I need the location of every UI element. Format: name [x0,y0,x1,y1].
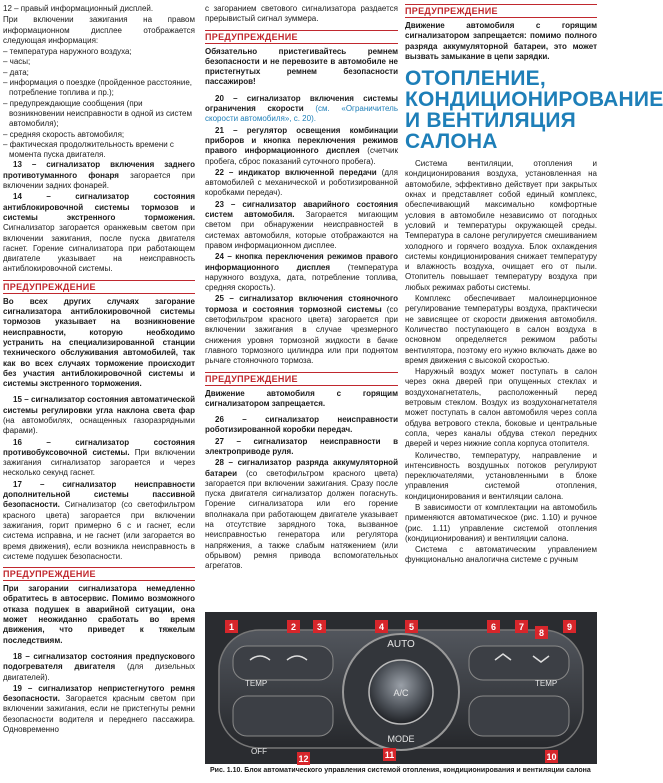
item-19: 19 – сигнализатор непристегнутого ремня безопасности. Загорается красным светом при включении зажигания, если не пристегнуты ремни безопасности водителя и переднего пассажира. Одновременно [3,683,195,734]
mode-label: MODE [387,734,415,744]
right-lower-buttons [469,696,569,736]
warning-title: ПРЕДУПРЕЖДЕНИЕ [205,372,398,386]
warning-text: Движение автомобиля с горящим сигнализатором запрещается. [205,388,398,408]
temp-label-right: TEMP [535,679,558,688]
warning-title: ПРЕДУПРЕЖДЕНИЕ [405,4,597,18]
column-2 [205,4,398,614]
list-item: – информация о поездке (пройденное расстояние, потребление топлива и пр.); [3,78,192,98]
item-12-text: При включении зажигания на правом информационном дисплее отображается следующая информация: [3,15,195,45]
left-upper-buttons [233,646,333,680]
temp-label-left: TEMP [245,679,268,688]
climate-panel-drawing [205,612,597,764]
warning-brake [205,372,398,410]
item-14: 14 – сигнализатор состояния антиблокировочной системы тормозов и системы экстренного торможения. Сигнализатор загорается оранжевым светом при включении зажигания, после пуска двигателя гаснет. Горение сигнализатора при работающем двигателе указывает на неисправность антиблокировочной системы. [3,192,195,274]
item-20: 20 – сигнализатор включения системы ограничения скорости (см. «Ограничитель скорости автомобиля», с. 20). [205,93,398,124]
warning-text: Движение автомобиля с горящим сигнализатором запрещается: помимо полного разряда аккумуляторной батареи, это может вызвать замыкание в цепи зарядки. [405,21,597,61]
item-16: 16 – сигнализатор состояния противобуксовочной системы. При включении зажигания сигнализатор загорается и через несколько секунд гаснет. [3,437,196,478]
warning-text: При загорании сигнализатора немедленно обратитесь в автосервис. Помимо возможного отказа подушек в аварийной ситуации, она может неожиданно сработать во время движения, что приведет к тяжелым последствиям. [3,584,195,645]
paragraph: Система с автоматическим управлением функционально аналогична системе с ручным [405,545,597,565]
callout-number: 10 [546,752,557,762]
column-1 [3,4,195,779]
warning-battery [405,4,597,62]
item-27: 27 – сигнализатор неисправности в электроприводе руля. [205,436,398,456]
paragraph: Наружный воздух может поступать в салон через окна дверей при опущенных стеклах и воздухонагнетатель, расположенный перед ветровым стеклом. Воздух из воздухонагнетателя может поступать в салон автомобиля через сопла обдува ветрового стекла, боковые и центральные сопла, через каналы обдува стекол передних дверей и через нижние сопла корпуса отопителя. [405,367,597,449]
warning-text: Обязательно пристегивайтесь ремнем безопасности и не перевозите в автомобиле не пристегнутых ремнем безопасности пассажиров! [205,46,398,87]
warning-text: Во всех других случаях загорание сигнализатора антиблокировочной системы тормозов указывает на возникновение неисправности, которую необходимо устранить на специализированной станции технического обслуживания автомобилей, так как во всех случаях торможение происходит без участия антиблокировочной системы и системы экстренного торможения. [3,296,195,389]
list-item: – часы; [3,57,31,67]
callout-number: 3 [316,622,323,632]
climate-control-figure [205,612,597,764]
callout-number: 12 [298,754,309,764]
callout-number: 5 [408,622,415,632]
warning-title: ПРЕДУПРЕЖДЕНИЕ [3,567,195,581]
item-17: 17 – сигнализатор неисправности дополнительной системы пассивной безопасности. Сигнализатор (со светофильтром красного цвета) загорается при включении зажигания, горит примерно 6 с и гаснет, если система исправна, и не гаснет (или загорается во время движения), если возникла неисправность в системе подушек безопасности. [3,479,195,561]
callout-number: 7 [518,622,525,632]
paragraph: Система вентиляции, отопления и кондиционирования воздуха, установленная на автомобиле, эффективно действует при закрытых окнах и представляет собой единый комплекс, обеспечивающий максимально комфортные условия в автомобиле независимо от погодных условий и температуры окружающей среды. Температура в салоне регулируется смешиванием холодного и горячего воздуха. Блок охлаждения системы кондиционирования снижает температуру и влажность воздуха, очищает его от пыли. Отопитель повышает температуру воздуха при любых режимах работы системы. [405,159,597,292]
callout-number: 1 [228,622,235,632]
off-label: OFF [251,747,267,756]
column-3 [405,4,663,614]
item-18: 18 – сигнализатор состояния предпускового подогревателя двигателя (для дизельных двигателей). [3,651,195,682]
item-21: 21 – регулятор освещения комбинации приборов и кнопка переключения режимов правого информационного дисплея (счетчик пробега, сброс показаний суточного пробега). [205,125,399,166]
item-12-title: 12 – правый информационный дисплей. [3,4,154,13]
callout-number: 8 [538,628,545,638]
list-item: – фактическая продолжительность времени с момента пуска двигателя. [3,139,174,160]
list-item: – предупреждающие сообщения (при возникновении неисправности в одной из систем автомобиля); [3,98,192,129]
paragraph: Комплекс обеспечивает малоинерционное регулирование температуры воздуха, практически не зависящее от скорости движения автомобиля. Количество поступающего в салон воздуха в основном определяется режимом работы вентилятора, поэтому его нужно включать даже во время движения с высокой скоростью. [405,294,597,365]
warning-airbag [3,567,195,646]
left-lower-buttons [233,696,333,736]
figure-caption: Рис. 1.10. Блок автоматического управления системой отопления, кондиционирования и вентиляции салона [210,767,591,774]
warning-title: ПРЕДУПРЕЖДЕНИЕ [205,30,398,44]
callout-number: 4 [378,622,385,632]
warning-seatbelt [205,30,398,88]
auto-label: AUTO [387,639,415,650]
warning-title: ПРЕДУПРЕЖДЕНИЕ [3,280,195,294]
list-item: – средняя скорость автомобиля; [3,129,125,139]
callout-number: 11 [384,750,395,760]
item-25: 25 – сигнализатор включения стояночного тормоза и состояния тормозной системы (со светофильтром красного цвета) загорается при включении зажигания в случае чрезмерного снижения уровня тормозной жидкости в бачке главного тормозного цилиндра или при поднятом рычаге стояночного тормоза. [205,294,398,366]
right-upper-buttons [469,646,569,680]
callout-number: 9 [566,622,573,632]
item-23: 23 – сигнализатор аварийного состояния систем автомобиля. Загорается мигающим светом при обнаружении неисправностей в системах автомобиля, которые отображаются на правом информационном дисплее. [205,199,398,250]
section-heading: ОТОПЛЕНИЕ, КОНДИЦИОНИРОВАНИЕ И ВЕНТИЛЯЦИЯ САЛОНА [405,67,663,154]
display-info-list [3,47,195,160]
warning-abs [3,280,195,390]
callout-number: 6 [490,622,497,632]
item-26: 26 – сигнализатор неисправности роботизированной коробки передач. [205,415,398,435]
callout-number: 2 [290,622,297,632]
paragraph: В зависимости от комплектации на автомобиль применяются автоматическое (рис. 1.10) и ручное (рис. 1.11) управление системой отопления (кондиционирования) и вентиляции салона. [405,502,597,543]
item-15: 15 – сигнализатор состояния автоматической системы регулировки угла наклона света фар (на автомобилях, оснащенных газоразрядными фарами). [3,395,195,436]
item-24: 24 – кнопка переключения режимов правого информационного дисплея (температура наружного воздуха, дата, потребление топлива, средняя скорость). [205,252,398,293]
item-28: 28 – сигнализатор разряда аккумуляторной батареи (со светофильтром красного цвета) загорается при включении зажигания. Сразу после пуска двигателя сигнализатор должен погаснуть. Горение сигнализатора или его горение вполнакала при работающем двигателе указывает на отсутствие зарядного тока, вызванное неисправностью генератора или регулятора напряжения, а также слабым натяжением (или обрывом) ремня привода вспомогательных агрегатов. [205,458,398,571]
item-13: 13 – сигнализатор включения заднего противотуманного фонаря загорается при включении задних фонарей. [3,160,195,191]
item-22: 22 – индикатор включенной передачи (для автомобилей с механической и роботизированной коробками передач). [205,167,398,198]
ac-label: A/C [393,688,409,698]
paragraph: Количество, температуру, направление и интенсивность воздушных потоков регулируют переключателями, установленными в блоке управления системой отопления, кондиционирования и вентиляции салона. [405,450,597,501]
list-item: – дата; [3,67,29,77]
continued-text: с загоранием светового сигнализатора раздается прерывистый сигнал зуммера. [205,4,398,24]
list-item: – температура наружного воздуха; [3,47,132,57]
